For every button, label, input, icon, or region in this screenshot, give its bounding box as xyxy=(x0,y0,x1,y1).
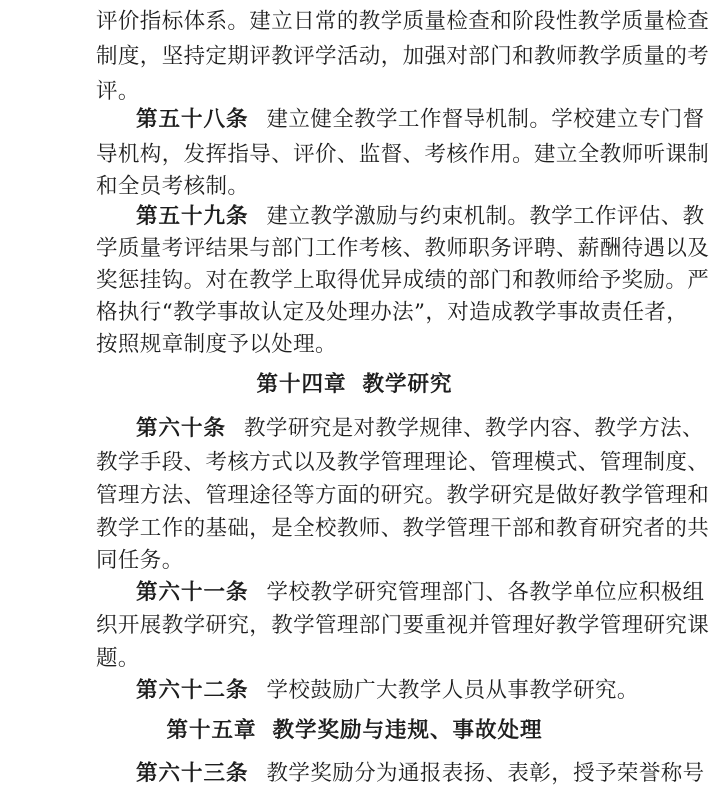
chapter-15-heading xyxy=(0,716,709,746)
art63-text-1: 教学奖励分为通报表扬、表彰，授予荣誉称号 xyxy=(266,761,705,786)
art63-number: 第六十三条 xyxy=(136,761,249,786)
art57-line-3: 评。 xyxy=(96,79,140,104)
art62-number: 第六十二条 xyxy=(136,678,249,703)
art60-line-4: 教学工作的基础，是全校教师、教学管理干部和教育研究者的共 xyxy=(96,516,709,541)
art59-line-3: 奖惩挂钩。对在教学上取得优异成绩的部门和教师给予奖励。严 xyxy=(96,268,709,293)
art58-line-1 xyxy=(136,105,705,135)
art60-line-5: 同任务。 xyxy=(96,548,184,573)
art57-line-2: 制度，坚持定期评教评学活动，加强对部门和教师教学质量的考 xyxy=(96,44,709,69)
art58-line-2: 导机构，发挥指导、评价、监督、考核作用。建立全教师听课制 xyxy=(96,142,709,167)
art59-text-1: 建立教学激励与约束机制。教学工作评估、教 xyxy=(266,204,705,229)
art63-line-1 xyxy=(136,759,705,789)
art58-number: 第五十八条 xyxy=(136,107,249,132)
art61-line-2: 织开展教学研究，教学管理部门要重视并管理好教学管理研究课 xyxy=(96,613,709,638)
art58-line-3: 和全员考核制。 xyxy=(96,174,250,199)
art58-text-1: 建立健全教学工作督导机制。学校建立专门督 xyxy=(266,107,705,132)
chapter-14-title: 教学研究 xyxy=(362,372,453,397)
art59-number: 第五十九条 xyxy=(136,204,249,229)
art59-line-5: 按照规章制度予以处理。 xyxy=(96,332,337,357)
art62-line-1 xyxy=(136,676,639,706)
art60-line-1 xyxy=(136,414,704,444)
art61-line-3: 题。 xyxy=(96,646,140,671)
art61-number: 第六十一条 xyxy=(136,580,249,605)
chapter-15-number: 第十五章 xyxy=(166,718,257,743)
art61-text-1: 学校教学研究管理部门、各教学单位应积极组 xyxy=(266,580,705,605)
art59-line-2: 学质量考评结果与部门工作考核、教师职务评聘、薪酬待遇以及 xyxy=(96,236,709,261)
chapter-14-heading xyxy=(0,370,709,400)
art60-text-1: 教学研究是对教学规律、教学内容、教学方法、 xyxy=(244,416,704,441)
art60-line-2: 教学手段、考核方式以及教学管理理论、管理模式、管理制度、 xyxy=(96,450,709,475)
art59-line-4: 格执行“教学事故认定及处理办法”，对造成教学事故责任者， xyxy=(96,300,689,325)
art60-number: 第六十条 xyxy=(136,416,227,441)
chapter-14-number: 第十四章 xyxy=(256,372,347,397)
chapter-15-title: 教学奖励与违规、事故处理 xyxy=(272,718,543,743)
art61-line-1 xyxy=(136,578,705,608)
art57-line-1: 评价指标体系。建立日常的教学质量检查和阶段性教学质量检查 xyxy=(96,9,709,34)
art60-line-3: 管理方法、管理途径等方面的研究。教学研究是做好教学管理和 xyxy=(96,483,709,508)
art62-text-1: 学校鼓励广大教学人员从事教学研究。 xyxy=(266,678,639,703)
art59-line-1 xyxy=(136,202,705,232)
